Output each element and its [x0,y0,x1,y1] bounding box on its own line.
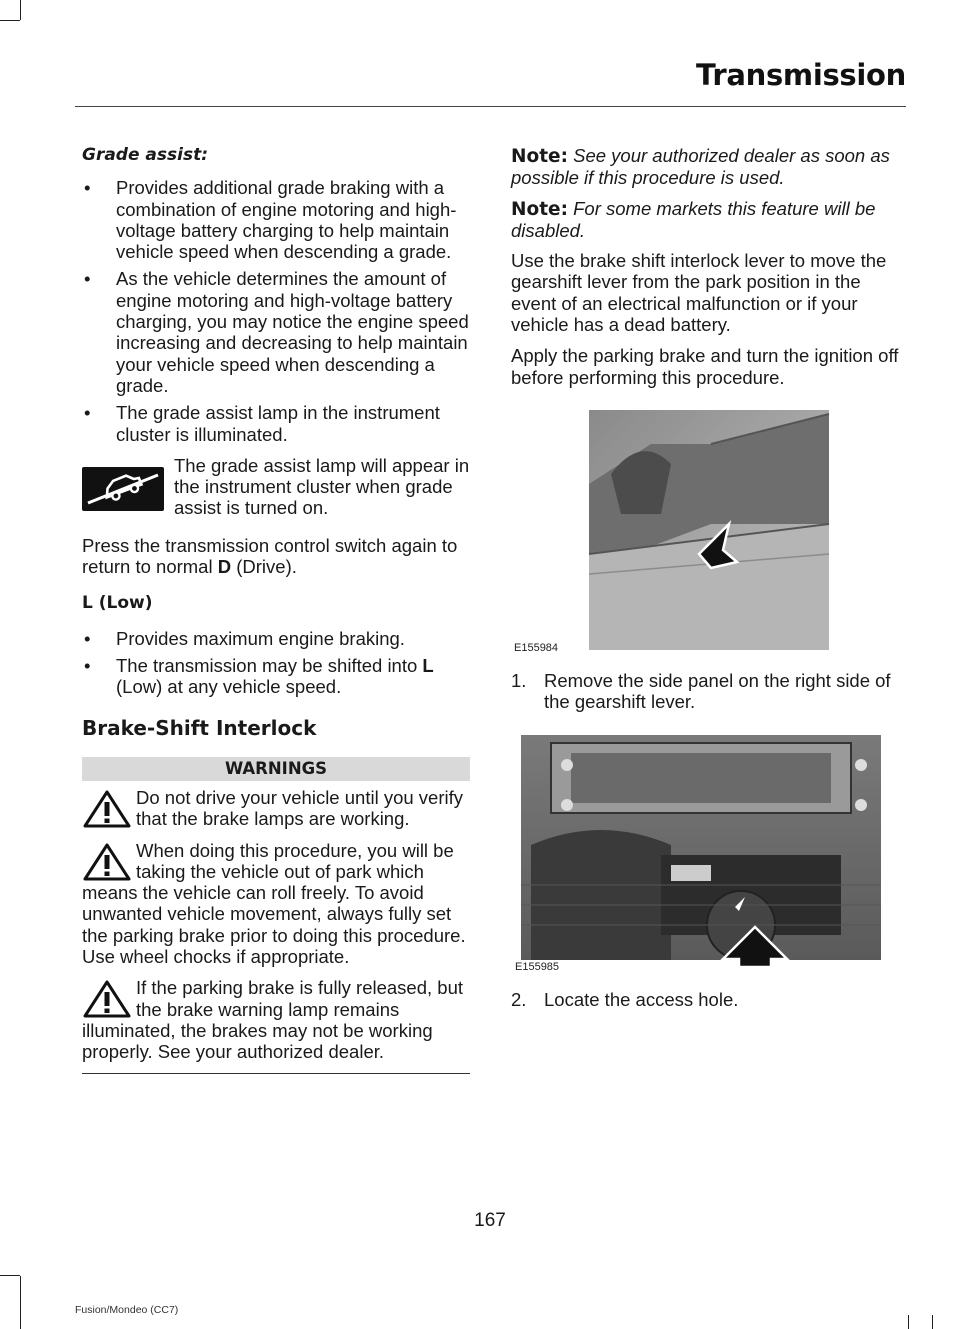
grade-assist-heading: Grade assist: [82,145,209,165]
crop-mark [20,1276,21,1329]
list-item: • The grade assist lamp in the instrument cluster is illuminated. [84,402,440,445]
figure-side-panel [511,404,903,652]
page-number: 167 [474,1210,506,1231]
grade-assist-lamp-block [82,455,470,519]
bullet: • [84,627,91,649]
bullet: • [84,268,91,290]
figure-access-hole [511,735,903,975]
step-item: 1. Remove the side panel on the right side of the gearshift lever. [511,669,891,713]
warning-item: Do not drive your vehicle until you verify that the brake lamps are working. [82,787,470,830]
warnings-end-rule [82,1073,470,1074]
left-column [82,145,470,1074]
warning-triangle-icon [82,842,132,882]
warning-triangle-icon [82,789,132,829]
crop-mark [908,1315,909,1329]
warning-item: If the parking brake is fully released, but the brake warning lamp remains illuminated, the brakes may not be working properly. See your authorized dealer. [82,977,464,1063]
page-title: Transmission [696,58,906,92]
right-column [511,145,903,1010]
note-1: Note: See your authorized dealer as soon as possible if this procedure is used. [511,145,890,189]
grade-assist-icon [82,467,164,511]
bullet: • [84,655,91,677]
side-panel-photo [511,404,903,652]
press-switch-text: Press the transmission control switch again to return to normal D (Drive). [82,534,458,578]
grade-assist-lamp-text: The grade assist lamp will appear in the instrument cluster when grade assist is turned on. [174,454,470,519]
interlock-description: Use the brake shift interlock lever to move the gearshift lever from the park position in the event of an electrical malfunction or if your vehicle has a dead battery. [511,250,887,336]
note-2: Note: For some markets this feature will be disabled. [511,197,876,241]
interlock-precaution: Apply the parking brake and turn the ignition off before performing this procedure. [511,345,899,388]
list-item: • Provides additional grade braking with a combination of engine motoring and high-voltage battery charging to help maintain vehicle speed when descending a grade. [84,177,457,263]
list-item: • As the vehicle determines the amount of engine motoring and high-voltage battery charging, you may notice the engine speed increasing and decreasing to help maintain your vehicle speed when descending a grade. [84,268,469,396]
header-rule [75,106,906,107]
low-heading: L (Low) [82,593,153,614]
crop-mark [0,1275,20,1276]
crop-mark [0,20,20,21]
bullet: • [84,177,91,199]
warning-item: When doing this procedure, you will be taking the vehicle out of park which means the vehicle can roll freely. To avoid unwanted vehicle movement, always fully set the parking brake prior to doing this procedure. Use wheel chocks if appropriate. [82,839,466,968]
section-heading: Brake-Shift Interlock [82,715,317,740]
bullet: • [84,402,91,424]
figure-label: E155985 [515,960,560,973]
list-item: • The transmission may be shifted into L (Low) at any vehicle speed. [84,655,434,698]
list-item: • Provides maximum engine braking. [84,627,405,649]
crop-mark [20,0,21,20]
warning-triangle-icon [82,979,132,1019]
figure-label: E155984 [514,641,559,654]
step-item: 2. Locate the access hole. [511,988,739,1010]
access-hole-photo [511,735,903,975]
crop-mark [932,1315,933,1329]
warnings-header: WARNINGS [82,757,470,781]
footer-model: Fusion/Mondeo (CC7) [75,1304,179,1316]
